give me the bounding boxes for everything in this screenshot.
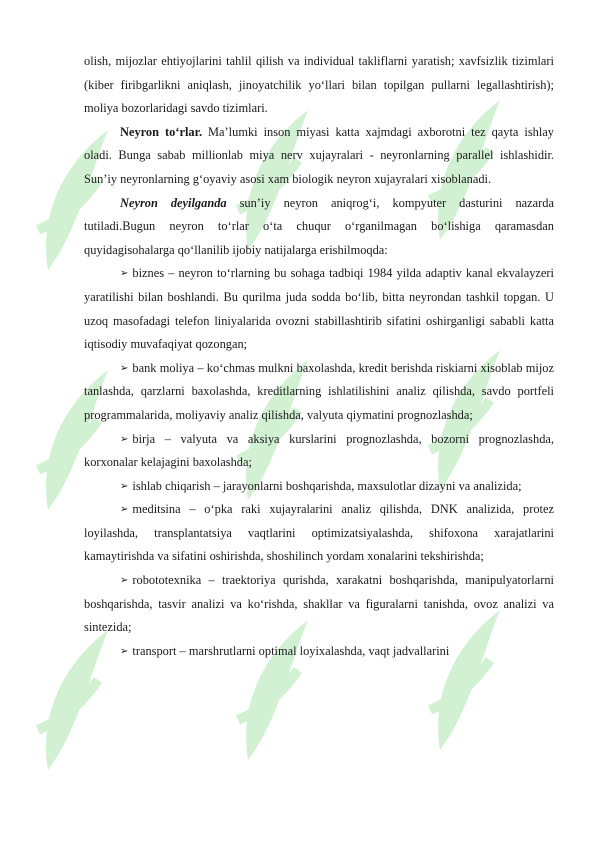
- list-item: [84, 357, 554, 428]
- list-item: [84, 498, 554, 569]
- list-item: [84, 475, 554, 499]
- document-page: [84, 50, 554, 663]
- term-neuron-definition: Neyron deyilganda: [120, 195, 227, 210]
- list-item-text: meditsina – o‘pka raki xujayralarini analiz qilishda, DNK analizida, protez loyilashda, transplantatsiya vaqtlarini optimizatsiyalashda, shifoxona xarajatlarini kamaytirishda va sifatini oshirishda, shoshilinch yordam xonalarini tekshirishda;: [84, 502, 554, 564]
- arrow-bullet-icon: ➢: [120, 645, 129, 657]
- paragraph-neuron-definition: [84, 192, 554, 263]
- arrow-bullet-icon: ➢: [120, 575, 129, 587]
- list-item-text: birja – valyuta va aksiya kurslarini prognozlashda, bozorni prognozlashda, korxonalar kelajagini baxolashda;: [84, 431, 554, 470]
- paragraph-neural-networks: [84, 121, 554, 192]
- list-item: [84, 569, 554, 640]
- arrow-bullet-icon: ➢: [120, 504, 129, 516]
- arrow-bullet-icon: ➢: [120, 480, 129, 492]
- paragraph-intro: olish, mijozlar ehtiyojlarini tahlil qilish va individual takliflarni yaratish; xavfsizlik tizimlari (kiber firibgarlikni aniqlash, jinoyatchilik yo‘llari bilan topilgan pullarni legallashtirish); moliya bozorlaridagi savdo tizimlari.: [84, 54, 554, 116]
- paragraph-neuron-definition-text: sun’iy neyron aniqrog‘i, kompyuter dasturini nazarda tutiladi.Bugun neyron to‘rlar o‘ta chuqur o‘rganilmagan bo‘lishiga qaramasdan quyidagisohalarga qo‘llanilib ijobiy natijalarga erishilmoqda:: [84, 195, 554, 257]
- arrow-bullet-icon: ➢: [120, 362, 129, 374]
- term-neural-networks: Neyron to‘rlar.: [120, 124, 203, 139]
- list-item: [84, 262, 554, 356]
- paragraph-neural-networks-text: Ma’lumki inson miyasi katta xajmdagi axborotni tez qayta ishlay oladi. Bunga sabab millionlab miya nerv xujayralari - neyronlarning parallel ishlashidir. Sun’iy neyronlarning g‘oyaviy asosi xam biologik neyron xujayralari xisoblanadi.: [84, 124, 554, 186]
- arrow-bullet-icon: ➢: [120, 433, 129, 445]
- list-item-text: bank moliya – ko‘chmas mulkni baxolashda, kredit berishda riskiarni xisoblab mijoz tanlashda, qarzlarni baxolashda, kreditlarning ishlatilishini analiz qilishda, savdo portfeli programmalarida, moliyaviy analiz qilishda, valyuta qiymatini prognozlashda;: [84, 360, 554, 422]
- list-item: [84, 640, 554, 664]
- list-item-text: ishlab chiqarish – jarayonlarni boshqarishda, maxsulotlar dizayni va analizida;: [132, 478, 522, 493]
- list-item: [84, 428, 554, 475]
- list-item-text: biznes – neyron to‘rlarning bu sohaga tadbiqi 1984 yilda adaptiv kanal ekvalayzeri yaratilishi bilan boshlandi. Bu qurilma juda sodda bo‘lib, bitta neyrondan tashkil topgan. U uzoq masofadagi telefon liniyalarida ovozni stabillashtirib sifatini oshirganligi sababli katta iqtisodiy muvafaqiyat qozongan;: [84, 266, 554, 352]
- arrow-bullet-icon: ➢: [120, 268, 129, 280]
- list-item-text: robototexnika – traektoriya qurishda, xarakatni boshqarishda, manipulyatorlarni boshqarishda, tasvir analizi va ko‘rishda, shakllar va figuralarni tanishda, ovoz analizi va sintezida;: [84, 573, 554, 635]
- list-item-text: transport – marshrutlarni optimal loyixalashda, vaqt jadvallarini: [132, 643, 450, 658]
